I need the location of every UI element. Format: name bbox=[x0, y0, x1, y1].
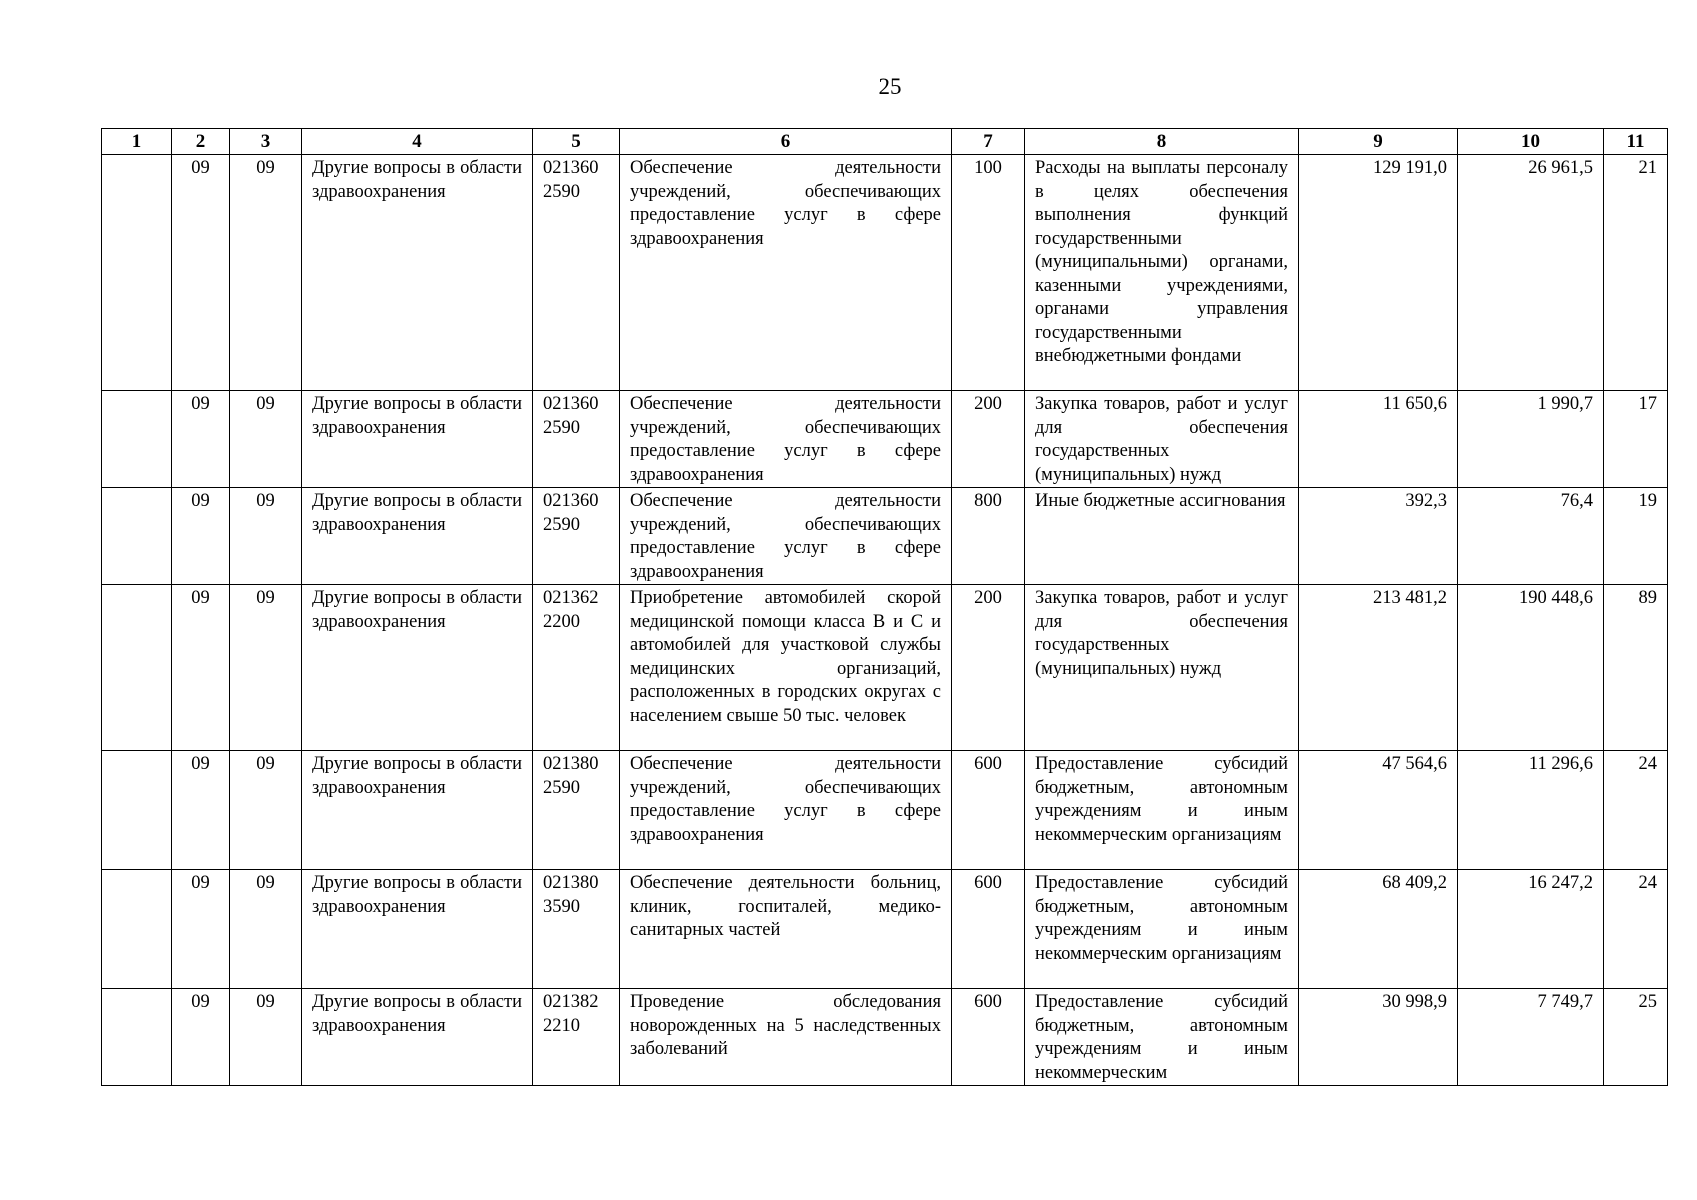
cell-section: 09 bbox=[172, 488, 230, 585]
cell-subsection: 09 bbox=[230, 870, 302, 989]
code-part-1: 021360 bbox=[543, 394, 599, 414]
cell-amount-plan: 213 481,2 bbox=[1299, 585, 1458, 751]
cell-col1 bbox=[102, 989, 172, 1086]
cell-section-name: Другие вопросы в области здравоохранения bbox=[302, 870, 533, 989]
cell-section: 09 bbox=[172, 751, 230, 870]
cell-amount-plan: 47 564,6 bbox=[1299, 751, 1458, 870]
cell-expense-type: 600 bbox=[952, 870, 1025, 989]
column-header: 4 bbox=[302, 129, 533, 155]
code-part-2: 2590 bbox=[543, 181, 580, 202]
budget-table bbox=[101, 128, 1668, 1086]
cell-amount-plan: 392,3 bbox=[1299, 488, 1458, 585]
table-row bbox=[102, 585, 1668, 751]
cell-subsection: 09 bbox=[230, 488, 302, 585]
code-part-1: 021380 bbox=[543, 754, 599, 774]
cell-expense-name: Закупка товаров, работ и услуг для обеспечения государственных (муниципальных) нужд bbox=[1025, 391, 1299, 488]
cell-expense-type: 600 bbox=[952, 751, 1025, 870]
cell-section-name: Другие вопросы в области здравоохранения bbox=[302, 585, 533, 751]
cell-section: 09 bbox=[172, 391, 230, 488]
cell-amount-actual: 16 247,2 bbox=[1458, 870, 1604, 989]
code-part-2: 3590 bbox=[543, 896, 580, 917]
cell-amount-plan: 11 650,6 bbox=[1299, 391, 1458, 488]
cell-target-code bbox=[533, 585, 620, 751]
table-row bbox=[102, 989, 1668, 1086]
cell-col1 bbox=[102, 391, 172, 488]
code-part-2: 2590 bbox=[543, 514, 580, 535]
page-number: 25 bbox=[878, 74, 902, 99]
cell-section: 09 bbox=[172, 989, 230, 1086]
cell-purpose: Обеспечение деятельности учреждений, обеспечивающих предоставление услуг в сфере здравоохранения bbox=[620, 391, 952, 488]
cell-amount-actual: 76,4 bbox=[1458, 488, 1604, 585]
column-header: 2 bbox=[172, 129, 230, 155]
cell-col1 bbox=[102, 751, 172, 870]
column-header: 8 bbox=[1025, 129, 1299, 155]
cell-target-code bbox=[533, 155, 620, 391]
cell-subsection: 09 bbox=[230, 391, 302, 488]
cell-percent: 24 bbox=[1604, 870, 1668, 989]
code-part-1: 021380 bbox=[543, 873, 599, 893]
cell-subsection: 09 bbox=[230, 989, 302, 1086]
column-header: 7 bbox=[952, 129, 1025, 155]
cell-expense-name: Расходы на выплаты персоналу в целях обеспечения выполнения функций государственными (муниципальными) органами, казенными учреждениями, органами управления государственными внебюджетными фондами bbox=[1025, 155, 1299, 391]
cell-section: 09 bbox=[172, 870, 230, 989]
cell-section-name: Другие вопросы в области здравоохранения bbox=[302, 391, 533, 488]
table-row bbox=[102, 870, 1668, 989]
cell-percent: 89 bbox=[1604, 585, 1668, 751]
cell-subsection: 09 bbox=[230, 751, 302, 870]
table-row bbox=[102, 391, 1668, 488]
cell-purpose: Приобретение автомобилей скорой медицинской помощи класса В и С и автомобилей для участковой службы медицинских организаций, расположенных в городских округах с населением свыше 50 тыс. человек bbox=[620, 585, 952, 751]
cell-amount-actual: 1 990,7 bbox=[1458, 391, 1604, 488]
code-part-2: 2200 bbox=[543, 611, 580, 632]
cell-expense-name: Предоставление субсидий бюджетным, автономным учреждениям и иным некоммерческим bbox=[1025, 989, 1299, 1086]
cell-col1 bbox=[102, 155, 172, 391]
code-part-1: 021382 bbox=[543, 992, 599, 1012]
cell-percent: 19 bbox=[1604, 488, 1668, 585]
column-header: 9 bbox=[1299, 129, 1458, 155]
cell-target-code bbox=[533, 870, 620, 989]
cell-expense-type: 200 bbox=[952, 391, 1025, 488]
cell-target-code bbox=[533, 488, 620, 585]
cell-amount-actual: 26 961,5 bbox=[1458, 155, 1604, 391]
code-part-2: 2210 bbox=[543, 1015, 580, 1036]
cell-amount-actual: 190 448,6 bbox=[1458, 585, 1604, 751]
cell-expense-type: 100 bbox=[952, 155, 1025, 391]
cell-section-name: Другие вопросы в области здравоохранения bbox=[302, 155, 533, 391]
cell-purpose: Обеспечение деятельности учреждений, обеспечивающих предоставление услуг в сфере здравоохранения bbox=[620, 155, 952, 391]
column-header: 1 bbox=[102, 129, 172, 155]
column-header: 11 bbox=[1604, 129, 1668, 155]
cell-percent: 21 bbox=[1604, 155, 1668, 391]
table-row bbox=[102, 155, 1668, 391]
code-part-2: 2590 bbox=[543, 777, 580, 798]
cell-section: 09 bbox=[172, 155, 230, 391]
cell-section-name: Другие вопросы в области здравоохранения bbox=[302, 989, 533, 1086]
column-header: 3 bbox=[230, 129, 302, 155]
cell-amount-plan: 68 409,2 bbox=[1299, 870, 1458, 989]
cell-percent: 17 bbox=[1604, 391, 1668, 488]
cell-subsection: 09 bbox=[230, 155, 302, 391]
cell-section-name: Другие вопросы в области здравоохранения bbox=[302, 751, 533, 870]
code-part-2: 2590 bbox=[543, 417, 580, 438]
cell-purpose: Обеспечение деятельности учреждений, обеспечивающих предоставление услуг в сфере здравоохранения bbox=[620, 488, 952, 585]
cell-purpose: Обеспечение деятельности учреждений, обеспечивающих предоставление услуг в сфере здравоохранения bbox=[620, 751, 952, 870]
cell-amount-plan: 30 998,9 bbox=[1299, 989, 1458, 1086]
cell-section-name: Другие вопросы в области здравоохранения bbox=[302, 488, 533, 585]
column-header: 6 bbox=[620, 129, 952, 155]
cell-expense-name: Предоставление субсидий бюджетным, автономным учреждениям и иным некоммерческим организациям bbox=[1025, 870, 1299, 989]
cell-target-code bbox=[533, 751, 620, 870]
cell-purpose: Проведение обследования новорожденных на 5 наследственных заболеваний bbox=[620, 989, 952, 1086]
column-header: 5 bbox=[533, 129, 620, 155]
cell-col1 bbox=[102, 488, 172, 585]
cell-target-code bbox=[533, 391, 620, 488]
cell-amount-actual: 11 296,6 bbox=[1458, 751, 1604, 870]
code-part-1: 021360 bbox=[543, 491, 599, 511]
cell-col1 bbox=[102, 870, 172, 989]
cell-section: 09 bbox=[172, 585, 230, 751]
cell-col1 bbox=[102, 585, 172, 751]
cell-amount-plan: 129 191,0 bbox=[1299, 155, 1458, 391]
cell-percent: 25 bbox=[1604, 989, 1668, 1086]
cell-expense-name: Закупка товаров, работ и услуг для обеспечения государственных (муниципальных) нужд bbox=[1025, 585, 1299, 751]
cell-target-code bbox=[533, 989, 620, 1086]
cell-expense-name: Предоставление субсидий бюджетным, автономным учреждениям и иным некоммерческим организациям bbox=[1025, 751, 1299, 870]
cell-expense-type: 200 bbox=[952, 585, 1025, 751]
code-part-1: 021360 bbox=[543, 158, 599, 178]
cell-amount-actual: 7 749,7 bbox=[1458, 989, 1604, 1086]
table-row bbox=[102, 751, 1668, 870]
code-part-1: 021362 bbox=[543, 588, 599, 608]
cell-purpose: Обеспечение деятельности больниц, клиник, госпиталей, медико-санитарных частей bbox=[620, 870, 952, 989]
cell-percent: 24 bbox=[1604, 751, 1668, 870]
column-header: 10 bbox=[1458, 129, 1604, 155]
cell-subsection: 09 bbox=[230, 585, 302, 751]
cell-expense-name: Иные бюджетные ассигнования bbox=[1025, 488, 1299, 585]
table-row bbox=[102, 488, 1668, 585]
table-header-row bbox=[102, 129, 1668, 155]
cell-expense-type: 800 bbox=[952, 488, 1025, 585]
cell-expense-type: 600 bbox=[952, 989, 1025, 1086]
